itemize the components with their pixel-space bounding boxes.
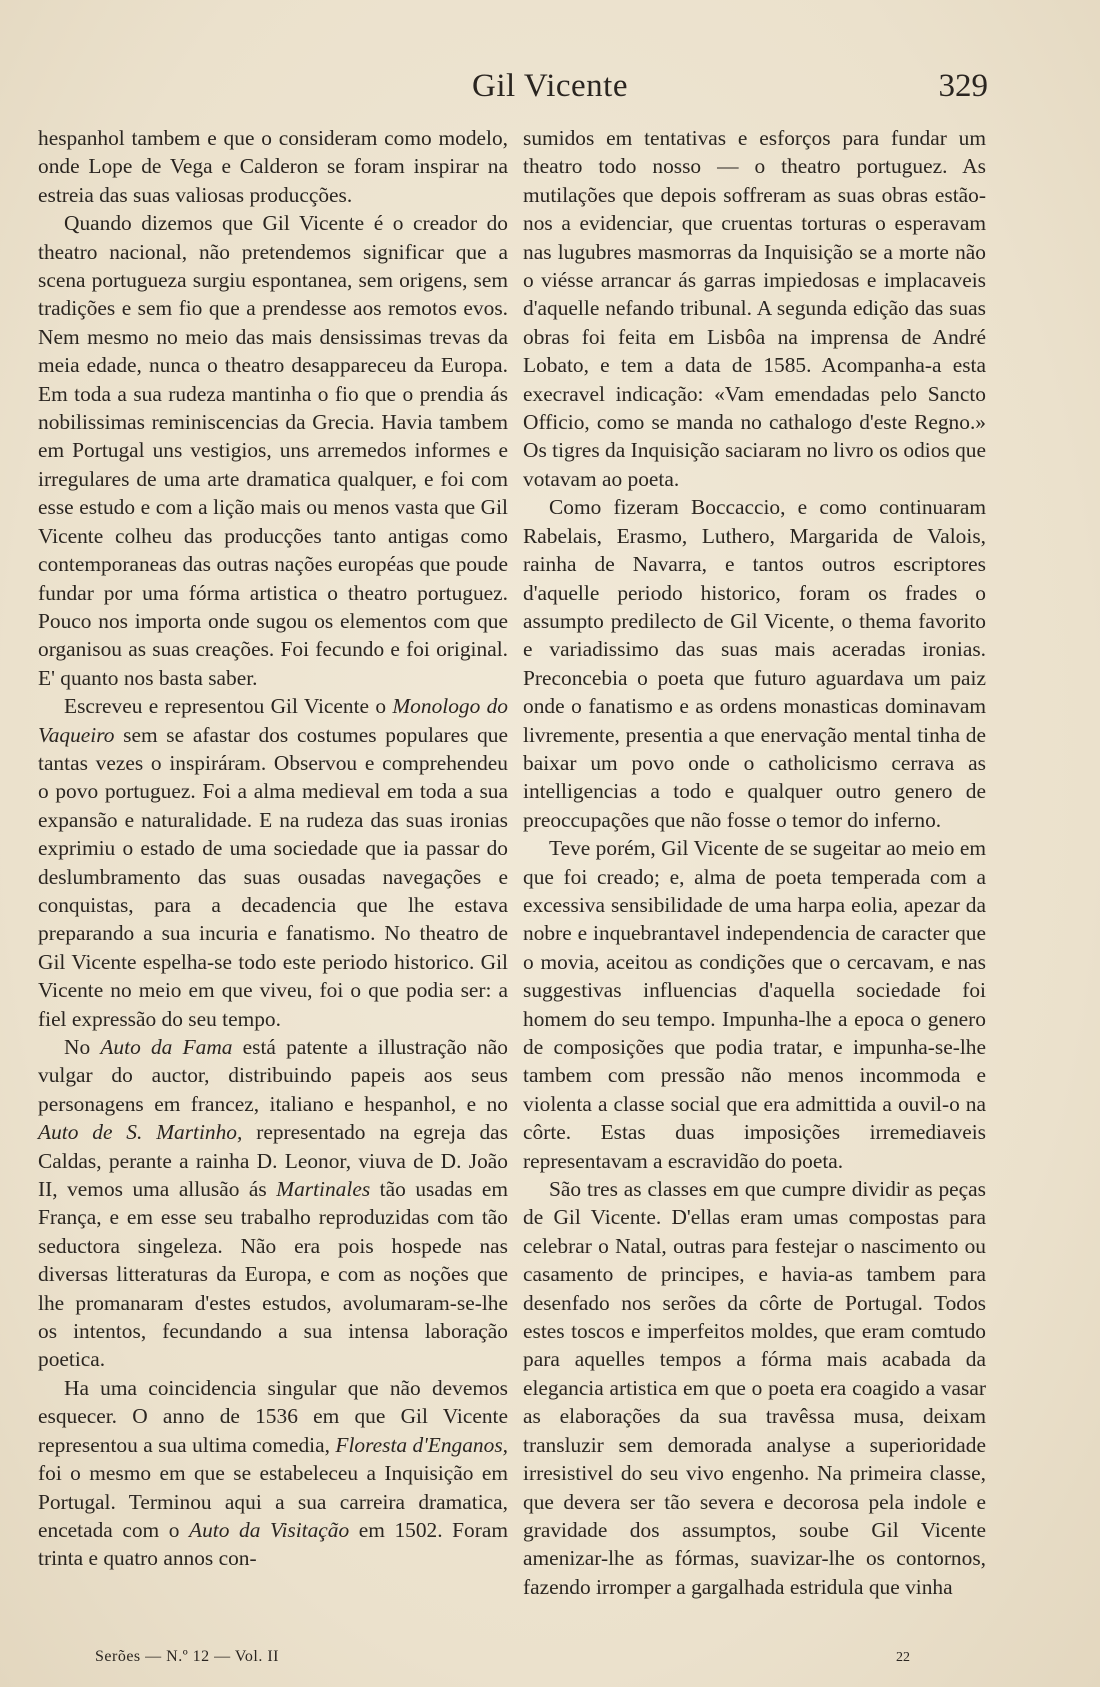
paragraph	[38, 1033, 508, 1374]
text-run: tão usadas em França, e em esse seu trabalho reproduzidas com tão seductora singeleza. Não era pois hospede nas diversas litteraturas da Europa, e com as noções que lhe promanaram d'estes estudos, avolumaram-se-lhe os intentos, fecundando a sua intensa laboração poetica.	[38, 1177, 508, 1372]
text-run: Escreveu e representou Gil Vicente o	[64, 694, 393, 719]
page-header	[0, 68, 1100, 112]
work-title: Martinales	[276, 1177, 371, 1202]
work-title: Monologo do Vaqueiro	[38, 694, 508, 747]
text-run: representado na egreja das Caldas, perante a rainha D. Leonor, viuva de D. João II, vemos uma allusão ás	[38, 1120, 508, 1202]
work-title: Auto de S. Martinho,	[38, 1120, 243, 1145]
left-column	[38, 124, 508, 1573]
paragraph: Como fizeram Boccaccio, e como continuaram Rabelais, Erasmo, Luthero, Margarida de Valois, rainha de Navarra, e tantos outros escriptores d'aquelle periodo historico, foram os frades o assumpto predilecto de Gil Vicente, o thema favorito e variadissimo das suas mais aceradas ironias. Preconcebia o poeta que futuro aguardava um paiz onde o fanatismo e as ordens monasticas dominavam livremente, presentia a que enervação mental tinha de baixar um povo onde o catholicismo cerrava as intelligencias a todo e qualquer outro genero de preoccupações que não fosse o temor do inferno.	[523, 495, 986, 832]
text-run: Ha uma coincidencia singular que não devemos esquecer. O anno de 1536 em que Gil Vicente representou a sua ultima comedia,	[38, 1375, 508, 1457]
page-number: 329	[938, 68, 988, 104]
text-run: em 1502. Foram trinta e quatro annos con-	[38, 1517, 509, 1571]
paragraph	[38, 692, 508, 1033]
paragraph: Quando dizemos que Gil Vicente é o creador do theatro nacional, não pretendemos significar que a scena portugueza surgiu espontanea, sem origens, sem tradições e sem fio que a prendesse aos remotos evos. Nem mesmo no meio das mais densissimas trevas da meia edade, nunca o theatro desappareceu da Europa. Em toda a sua rudeza mantinha o fio que o prendia ás nobilissimas reminiscencias da Grecia. Havia tambem em Portugal uns vestigios, uns arremedos informes e irregulares de uma arte dramatica qualquer, e foi com esse estudo e com a lição mais ou menos vasta que Gil Vicente colheu das producções tanto antigas como contemporaneas das outras nações européas que poude fundar por uma fórma artistica o theatro portuguez. Pouco nos importa onde sugou os elementos com que organisou as suas creações. Foi fecundo e foi original. E' quanto nos basta saber.	[38, 211, 508, 690]
work-title: Floresta d'Enganos,	[335, 1432, 508, 1457]
paragraph: hespanhol tambem e que o consideram como modelo, onde Lope de Vega e Calderon se foram inspirar na estreia das suas valiosas producções.	[38, 126, 508, 207]
right-column	[523, 124, 986, 1601]
page-footer	[0, 1648, 1100, 1678]
text-run: No	[64, 1035, 101, 1059]
paragraph	[38, 1374, 508, 1573]
paragraph: Teve porém, Gil Vicente de se sugeitar ao meio em que foi creado; e, alma de poeta temperada com a excessiva sensibilidade de uma harpa eolia, apezar da nobre e inquebrantavel independencia de caracter que o movia, aceitou as condições que o cercavam, e nas suggestivas influencias d'aquella sociedade foi homem do seu tempo. Impunha-lhe a epoca o genero de composições que podia tratar, e impunha-se-lhe tambem com pressão não menos incommoda e violenta a classe social que era admittida a ouvil-o na côrte. Estas duas imposições irremediaveis representavam a escravidão do poeta.	[523, 836, 986, 1173]
running-title: Gil Vicente	[472, 68, 628, 104]
printer-signature: Serões — N.º 12 — Vol. II	[95, 1648, 279, 1665]
text-run: foi o mesmo em que se estabeleceu a Inquisição em Portugal. Terminou aqui a sua carreira dramatica, encetada com o	[38, 1461, 508, 1542]
work-title: Auto da Fama	[100, 1035, 233, 1059]
work-title: Auto da Visitação	[189, 1517, 350, 1542]
text-run: sem se afastar dos costumes populares que tantas vezes o inspiráram. Observou e comprehendeu o povo portuguez. Foi a alma medieval em toda a sua expansão e naturalidade. E na rudeza das suas ironias exprimiu o estado de uma sociedade que ia passar do deslumbramento das suas ousadas navegações e conquistas, para a decadencia que lhe estava preparando a sua incuria e fanatismo. No theatro de Gil Vicente espelha-se todo este periodo historico. Gil Vicente no meio em que viveu, foi o que podia ser: a fiel expressão do seu tempo.	[38, 722, 508, 1031]
paragraph: São tres as classes em que cumpre dividir as peças de Gil Vicente. D'ellas eram umas compostas para celebrar o Natal, outras para festejar o nascimento ou casamento de principes, e havia-as tambem para desenfado nos serões da côrte de Portugal. Todos estes toscos e imperfeitos moldes, que eram comtudo para aquelles tempos a fórma mais acabada da elegancia artistica em que o poeta era coagido a vasar as elaborações da sua travêssa musa, deixam transluzir sem demorada analyse a superioridade irresistivel do seu vivo engenho. Na primeira classe, que devera ser tão severa e decorosa pela indole e gravidade dos assumptos, soube Gil Vicente amenizar-lhe as fórmas, suavizar-lhe os contornos, fazendo irromper a gargalhada estridula que vinha	[523, 1177, 986, 1599]
signature-mark: 22	[896, 1650, 910, 1665]
paragraph: sumidos em tentativas e esforços para fundar um theatro todo nosso — o theatro portuguez. As mutilações que depois soffreram as suas obras estão-nos a evidenciar, que cruentas torturas o esperavam nas lugubres masmorras da Inquisição se a morte não o viésse arrancar ás garras impiedosas e implacaveis d'aquelle nefando tribunal. A segunda edição das suas obras foi feita em Lisbôa na imprensa de André Lobato, e tem a data de 1585. Acompanha-a esta execravel indicação: «Vam emendadas pelo Sancto Officio, como se manda no cathalogo d'este Regno.» Os tigres da Inquisição saciaram no livro os odios que votavam ao poeta.	[523, 126, 986, 491]
text-run: está patente a illustração não vulgar do auctor, distribuindo papeis aos seus personagens em francez, italiano e hespanhol, e no	[38, 1035, 508, 1116]
